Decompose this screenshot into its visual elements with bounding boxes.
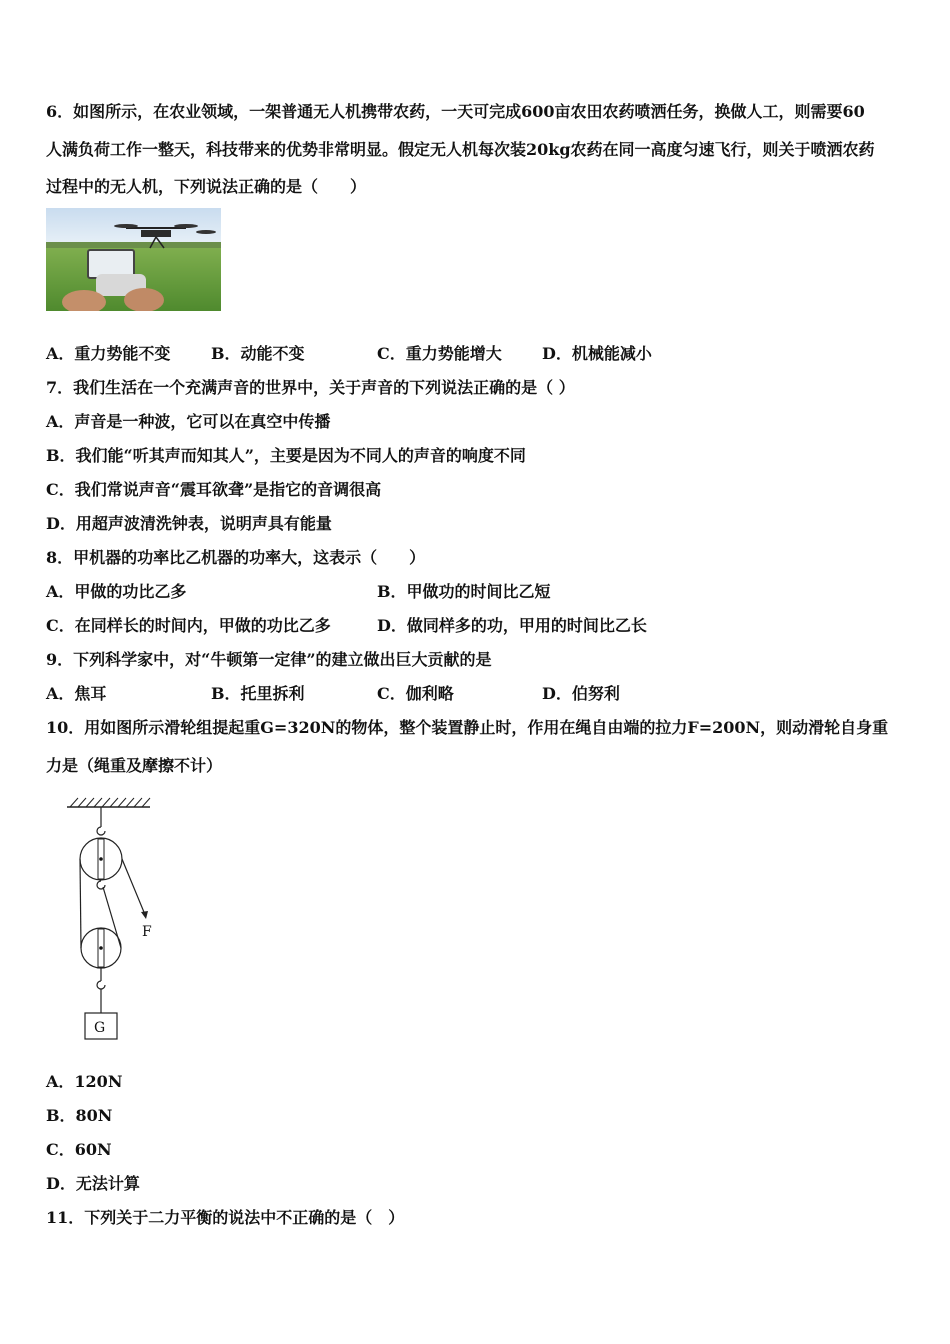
pulley-system-diagram	[62, 795, 162, 1050]
q6-option-a: A．重力势能不变	[46, 344, 171, 363]
q9-option-a: A．焦耳	[46, 684, 107, 703]
q8-option-a: A．甲做的功比乙多	[46, 582, 187, 601]
q7-option-c: C．我们常说声音“震耳欲聋”是指它的音调很高	[46, 480, 382, 499]
q8-stem: 8．甲机器的功率比乙机器的功率大，这表示（ ）	[46, 548, 426, 567]
q6-stem-line1: 6．如图所示，在农业领域，一架普通无人机携带农药，一天可完成600亩农田农药喷洒任务，换做人工，则需要60	[46, 102, 865, 121]
q6-option-c: C．重力势能增大	[377, 344, 502, 363]
q6-stem-line3: 过程中的无人机，下列说法正确的是（ ）	[46, 177, 367, 196]
q7-option-a: A．声音是一种波，它可以在真空中传播	[46, 412, 331, 431]
q7-option-d: D．用超声波清洗钟表，说明声具有能量	[46, 514, 332, 533]
q8-option-c: C．在同样长的时间内，甲做的功比乙多	[46, 616, 331, 635]
q6-option-d: D．机械能减小	[542, 344, 652, 363]
q6-option-b: B．动能不变	[211, 344, 305, 363]
weight-label: G	[94, 1020, 106, 1036]
q8-option-d: D．做同样多的功，甲用的时间比乙长	[377, 616, 647, 635]
q9-option-c: C．伽利略	[377, 684, 454, 703]
q11-stem: 11．下列关于二力平衡的说法中不正确的是（ ）	[46, 1208, 405, 1227]
q10-stem-line2: 力是（绳重及摩擦不计）	[46, 756, 223, 775]
q7-option-b: B．我们能“听其声而知其人”，主要是因为不同人的声音的响度不同	[46, 446, 526, 465]
drone-field-photo	[46, 208, 221, 311]
q8-option-b: B．甲做功的时间比乙短	[377, 582, 551, 601]
q10-option-b: B．80N	[46, 1106, 113, 1125]
force-label: F	[142, 924, 152, 940]
q10-option-c: C．60N	[46, 1140, 112, 1159]
q6-stem-line2: 人满负荷工作一整天，科技带来的优势非常明显。假定无人机每次装20kg农药在同一高度匀速飞行，则关于喷洒农药	[46, 140, 875, 159]
q9-option-b: B．托里拆利	[211, 684, 305, 703]
q7-stem: 7．我们生活在一个充满声音的世界中，关于声音的下列说法正确的是（ ）	[46, 378, 575, 397]
q10-stem-line1: 10．用如图所示滑轮组提起重G=320N的物体，整个装置静止时，作用在绳自由端的拉力F=200N，则动滑轮自身重	[46, 718, 889, 737]
q10-option-d: D．无法计算	[46, 1174, 140, 1193]
q9-stem: 9．下列科学家中，对“牛顿第一定律”的建立做出巨大贡献的是	[46, 650, 492, 669]
q9-option-d: D．伯努利	[542, 684, 620, 703]
q10-option-a: A．120N	[46, 1072, 123, 1091]
